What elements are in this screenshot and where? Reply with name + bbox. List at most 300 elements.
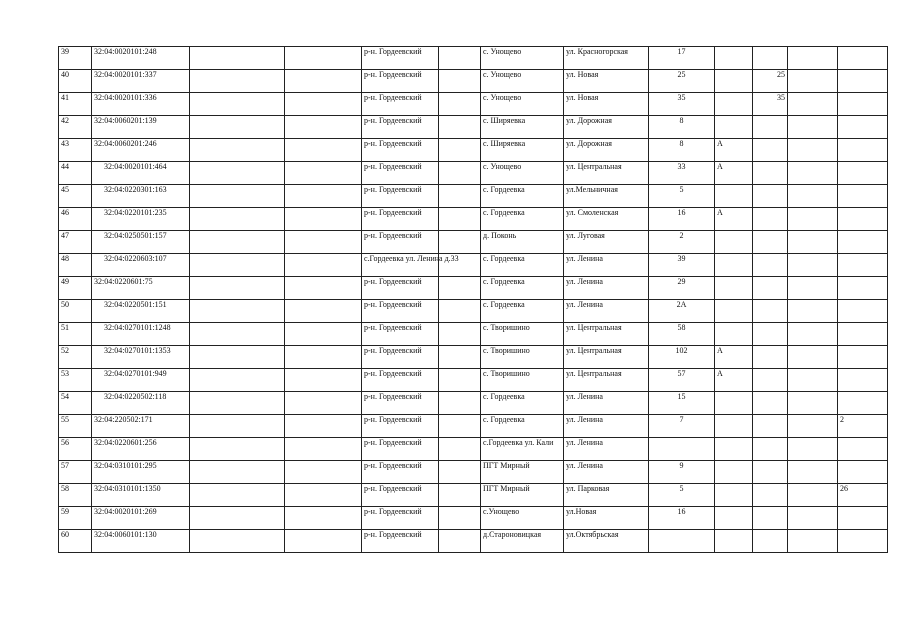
empty-cell xyxy=(285,254,362,277)
empty-cell xyxy=(190,208,285,231)
table-row xyxy=(59,254,888,277)
cadastral-number: 32:04:0220601:75 xyxy=(92,277,190,300)
empty-cell xyxy=(285,415,362,438)
empty-cell xyxy=(190,369,285,392)
empty-cell xyxy=(285,323,362,346)
extra-number-cell xyxy=(753,208,788,231)
row-number: 44 xyxy=(59,162,92,185)
table-row xyxy=(59,369,888,392)
house-letter-cell xyxy=(715,116,753,139)
district-cell: р-н. Гордеевский xyxy=(362,185,439,208)
house-number-cell: 33 xyxy=(649,162,715,185)
row-number: 39 xyxy=(59,47,92,70)
row-number: 45 xyxy=(59,185,92,208)
extra-number-cell xyxy=(753,484,788,507)
house-number-cell xyxy=(649,530,715,553)
settlement-cell: с. Унощево xyxy=(481,47,564,70)
empty-cell xyxy=(788,70,838,93)
row-number: 49 xyxy=(59,277,92,300)
table-row xyxy=(59,162,888,185)
row-number: 53 xyxy=(59,369,92,392)
settlement-cell: с. Унощево xyxy=(481,162,564,185)
house-number-cell: 16 xyxy=(649,507,715,530)
house-number-cell: 35 xyxy=(649,93,715,116)
extra-number-cell xyxy=(753,47,788,70)
empty-cell xyxy=(285,277,362,300)
district-cell: р-н. Гордеевский xyxy=(362,162,439,185)
empty-cell xyxy=(285,162,362,185)
district-cell: р-н. Гордеевский xyxy=(362,277,439,300)
street-cell: ул. Новая xyxy=(564,70,649,93)
street-cell: ул. Ленина xyxy=(564,392,649,415)
empty-cell xyxy=(439,162,481,185)
empty-cell xyxy=(190,415,285,438)
cadastral-number: 32:04:0020101:269 xyxy=(92,507,190,530)
house-letter-cell xyxy=(715,392,753,415)
house-letter-cell: А xyxy=(715,162,753,185)
house-number-cell: 29 xyxy=(649,277,715,300)
register-table xyxy=(58,46,888,553)
extra-number-cell xyxy=(753,162,788,185)
table-row xyxy=(59,139,888,162)
street-cell: ул. Центральная xyxy=(564,346,649,369)
district-cell: р-н. Гордеевский xyxy=(362,461,439,484)
empty-cell xyxy=(788,300,838,323)
settlement-cell: с. Гордеевка xyxy=(481,208,564,231)
district-cell: р-н. Гордеевский xyxy=(362,231,439,254)
table-row xyxy=(59,277,888,300)
cadastral-number: 32:04:220502:171 xyxy=(92,415,190,438)
empty-cell xyxy=(788,162,838,185)
table-row xyxy=(59,530,888,553)
cadastral-number: 32:04:0020101:336 xyxy=(92,93,190,116)
cadastral-number: 32:04:0220603:107 xyxy=(92,254,190,277)
house-letter-cell xyxy=(715,47,753,70)
house-letter-cell xyxy=(715,323,753,346)
settlement-cell: с.Унощево xyxy=(481,507,564,530)
settlement-cell: с. Унощево xyxy=(481,93,564,116)
empty-cell xyxy=(788,438,838,461)
row-number: 41 xyxy=(59,93,92,116)
cadastral-number: 32:04:0310101:1350 xyxy=(92,484,190,507)
house-number-cell xyxy=(649,438,715,461)
house-letter-cell: А xyxy=(715,139,753,162)
row-number: 46 xyxy=(59,208,92,231)
extra-number-cell xyxy=(838,461,888,484)
street-cell: ул. Ленина xyxy=(564,277,649,300)
house-number-cell: 25 xyxy=(649,70,715,93)
street-cell: ул. Новая xyxy=(564,93,649,116)
extra-number-cell xyxy=(838,70,888,93)
street-cell: ул. Парковая xyxy=(564,484,649,507)
house-number-cell: 8 xyxy=(649,116,715,139)
house-letter-cell xyxy=(715,93,753,116)
empty-cell xyxy=(788,415,838,438)
extra-number-cell xyxy=(838,300,888,323)
street-cell: ул. Дорожная xyxy=(564,139,649,162)
empty-cell xyxy=(788,47,838,70)
empty-cell xyxy=(190,461,285,484)
empty-cell xyxy=(285,300,362,323)
empty-cell xyxy=(788,461,838,484)
empty-cell xyxy=(190,300,285,323)
extra-number-cell xyxy=(753,461,788,484)
extra-number-cell xyxy=(838,369,888,392)
extra-number-cell xyxy=(838,323,888,346)
table-body xyxy=(59,47,888,553)
house-letter-cell: А xyxy=(715,369,753,392)
table-row xyxy=(59,438,888,461)
street-cell: ул. Ленина xyxy=(564,415,649,438)
street-cell: ул.Новая xyxy=(564,507,649,530)
empty-cell xyxy=(439,438,481,461)
empty-cell xyxy=(285,392,362,415)
settlement-cell: с.Гордеевка ул. Кали xyxy=(481,438,564,461)
extra-number-cell xyxy=(753,231,788,254)
house-letter-cell: А xyxy=(715,208,753,231)
empty-cell xyxy=(788,369,838,392)
extra-number-cell xyxy=(753,254,788,277)
empty-cell xyxy=(190,70,285,93)
extra-number-cell xyxy=(753,323,788,346)
row-number: 60 xyxy=(59,530,92,553)
house-letter-cell xyxy=(715,415,753,438)
district-cell: р-н. Гордеевский xyxy=(362,484,439,507)
table-row xyxy=(59,116,888,139)
settlement-cell: с. Творишино xyxy=(481,369,564,392)
street-cell: ул. Центральная xyxy=(564,323,649,346)
district-cell: р-н. Гордеевский xyxy=(362,300,439,323)
extra-number-cell xyxy=(753,116,788,139)
empty-cell xyxy=(190,438,285,461)
empty-cell xyxy=(439,484,481,507)
cadastral-number: 32:04:0060201:139 xyxy=(92,116,190,139)
empty-cell xyxy=(788,323,838,346)
empty-cell xyxy=(439,116,481,139)
empty-cell xyxy=(285,93,362,116)
settlement-cell: с. Творишино xyxy=(481,346,564,369)
settlement-cell: с. Гордеевка xyxy=(481,254,564,277)
empty-cell xyxy=(439,507,481,530)
empty-cell xyxy=(285,208,362,231)
row-number: 51 xyxy=(59,323,92,346)
cadastral-number: 32:04:0270101:1353 xyxy=(92,346,190,369)
settlement-cell: с. Гордеевка xyxy=(481,277,564,300)
cadastral-number: 32:04:0250501:157 xyxy=(92,231,190,254)
empty-cell xyxy=(285,185,362,208)
cadastral-number: 32:04:0020101:248 xyxy=(92,47,190,70)
table-row xyxy=(59,392,888,415)
cadastral-number: 32:04:0060201:246 xyxy=(92,139,190,162)
empty-cell xyxy=(190,323,285,346)
house-letter-cell xyxy=(715,530,753,553)
empty-cell xyxy=(190,47,285,70)
extra-number-cell xyxy=(838,507,888,530)
row-number: 59 xyxy=(59,507,92,530)
cadastral-number: 32:04:0220501:151 xyxy=(92,300,190,323)
extra-number-cell xyxy=(753,300,788,323)
extra-number-cell xyxy=(838,47,888,70)
extra-number-cell xyxy=(753,530,788,553)
table-row xyxy=(59,323,888,346)
house-number-cell: 8 xyxy=(649,139,715,162)
empty-cell xyxy=(285,116,362,139)
house-number-cell: 17 xyxy=(649,47,715,70)
empty-cell xyxy=(285,484,362,507)
empty-cell xyxy=(285,461,362,484)
street-cell: ул. Смоленская xyxy=(564,208,649,231)
table-row xyxy=(59,47,888,70)
district-cell: р-н. Гордеевский xyxy=(362,47,439,70)
empty-cell xyxy=(190,254,285,277)
extra-number-cell xyxy=(753,369,788,392)
cadastral-number: 32:04:0060101:130 xyxy=(92,530,190,553)
district-cell: р-н. Гордеевский xyxy=(362,116,439,139)
house-number-cell: 15 xyxy=(649,392,715,415)
table-row xyxy=(59,415,888,438)
house-letter-cell xyxy=(715,507,753,530)
empty-cell xyxy=(190,484,285,507)
empty-cell xyxy=(285,438,362,461)
empty-cell xyxy=(788,507,838,530)
extra-number-cell xyxy=(838,116,888,139)
empty-cell xyxy=(439,461,481,484)
empty-cell xyxy=(788,185,838,208)
empty-cell xyxy=(190,392,285,415)
street-cell: ул. Центральная xyxy=(564,369,649,392)
house-number-cell: 102 xyxy=(649,346,715,369)
street-cell: ул. Красногорская xyxy=(564,47,649,70)
district-cell: р-н. Гордеевский xyxy=(362,438,439,461)
street-cell: ул. Ленина xyxy=(564,461,649,484)
extra-number-cell xyxy=(838,208,888,231)
street-cell: ул. Луговая xyxy=(564,231,649,254)
empty-cell xyxy=(439,415,481,438)
house-letter-cell xyxy=(715,185,753,208)
extra-number-cell xyxy=(753,392,788,415)
empty-cell xyxy=(190,93,285,116)
street-cell: ул. Ленина xyxy=(564,254,649,277)
house-number-cell: 16 xyxy=(649,208,715,231)
extra-number-cell: 35 xyxy=(753,93,788,116)
empty-cell xyxy=(285,530,362,553)
empty-cell xyxy=(439,185,481,208)
empty-cell xyxy=(439,300,481,323)
district-cell: р-н. Гордеевский xyxy=(362,392,439,415)
house-letter-cell xyxy=(715,231,753,254)
table-row xyxy=(59,507,888,530)
empty-cell xyxy=(788,530,838,553)
house-number-cell: 39 xyxy=(649,254,715,277)
table-row xyxy=(59,300,888,323)
settlement-cell: с. Ширяевка xyxy=(481,116,564,139)
house-number-cell: 2А xyxy=(649,300,715,323)
row-number: 55 xyxy=(59,415,92,438)
settlement-cell: ПГТ Мирный xyxy=(481,484,564,507)
cadastral-number: 32:04:0270101:949 xyxy=(92,369,190,392)
street-cell: ул. Ленина xyxy=(564,438,649,461)
district-cell: р-н. Гордеевский xyxy=(362,208,439,231)
empty-cell xyxy=(285,47,362,70)
settlement-cell: д. Поконь xyxy=(481,231,564,254)
empty-cell xyxy=(788,208,838,231)
empty-cell xyxy=(439,231,481,254)
table-row xyxy=(59,231,888,254)
street-cell: ул.Мельничная xyxy=(564,185,649,208)
district-cell: р-н. Гордеевский xyxy=(362,139,439,162)
empty-cell xyxy=(439,47,481,70)
house-letter-cell xyxy=(715,461,753,484)
house-letter-cell xyxy=(715,70,753,93)
empty-cell xyxy=(190,139,285,162)
extra-number-cell xyxy=(753,277,788,300)
settlement-cell: ПГТ Мирный xyxy=(481,461,564,484)
empty-cell xyxy=(190,185,285,208)
house-letter-cell xyxy=(715,277,753,300)
empty-cell xyxy=(190,277,285,300)
row-number: 54 xyxy=(59,392,92,415)
district-cell: р-н. Гордеевский xyxy=(362,323,439,346)
extra-number-cell xyxy=(838,254,888,277)
empty-cell xyxy=(190,162,285,185)
empty-cell xyxy=(190,507,285,530)
empty-cell xyxy=(439,93,481,116)
table-row xyxy=(59,185,888,208)
table-row xyxy=(59,93,888,116)
extra-number-cell xyxy=(838,530,888,553)
extra-number-cell xyxy=(753,415,788,438)
house-number-cell: 5 xyxy=(649,185,715,208)
street-cell: ул. Центральная xyxy=(564,162,649,185)
cadastral-number: 32:04:0020101:337 xyxy=(92,70,190,93)
cadastral-number: 32:04:0310101:295 xyxy=(92,461,190,484)
cadastral-number: 32:04:0270101:1248 xyxy=(92,323,190,346)
settlement-cell: с. Гордеевка xyxy=(481,185,564,208)
table-row xyxy=(59,70,888,93)
row-number: 42 xyxy=(59,116,92,139)
row-number: 40 xyxy=(59,70,92,93)
house-number-cell: 5 xyxy=(649,484,715,507)
extra-number-cell xyxy=(753,185,788,208)
street-cell: ул.Октябрьская xyxy=(564,530,649,553)
empty-cell xyxy=(285,231,362,254)
settlement-cell: с. Унощево xyxy=(481,70,564,93)
table-row xyxy=(59,484,888,507)
empty-cell xyxy=(439,323,481,346)
extra-number-cell xyxy=(838,162,888,185)
row-number: 47 xyxy=(59,231,92,254)
empty-cell xyxy=(788,231,838,254)
house-letter-cell xyxy=(715,484,753,507)
street-cell: ул. Дорожная xyxy=(564,116,649,139)
street-cell: ул. Ленина xyxy=(564,300,649,323)
district-cell: р-н. Гордеевский xyxy=(362,346,439,369)
row-number: 48 xyxy=(59,254,92,277)
empty-cell xyxy=(190,346,285,369)
extra-number-cell xyxy=(838,438,888,461)
empty-cell xyxy=(439,208,481,231)
empty-cell xyxy=(285,507,362,530)
extra-number-cell xyxy=(838,392,888,415)
house-number-cell: 9 xyxy=(649,461,715,484)
house-number-cell: 58 xyxy=(649,323,715,346)
district-cell: р-н. Гордеевский xyxy=(362,415,439,438)
extra-number-cell xyxy=(838,277,888,300)
empty-cell xyxy=(439,530,481,553)
extra-number-cell: 25 xyxy=(753,70,788,93)
house-letter-cell xyxy=(715,300,753,323)
empty-cell xyxy=(788,484,838,507)
settlement-cell: с. Гордеевка xyxy=(481,415,564,438)
extra-number-cell xyxy=(753,139,788,162)
district-cell: р-н. Гордеевский xyxy=(362,93,439,116)
empty-cell xyxy=(439,139,481,162)
settlement-cell: с. Ширяевка xyxy=(481,139,564,162)
row-number: 43 xyxy=(59,139,92,162)
extra-number-cell: 2 xyxy=(838,415,888,438)
house-letter-cell: А xyxy=(715,346,753,369)
empty-cell xyxy=(190,530,285,553)
empty-cell xyxy=(285,369,362,392)
cadastral-number: 32:04:0220601:256 xyxy=(92,438,190,461)
empty-cell xyxy=(788,93,838,116)
empty-cell xyxy=(190,116,285,139)
district-cell: р-н. Гордеевский xyxy=(362,70,439,93)
house-letter-cell xyxy=(715,254,753,277)
row-number: 50 xyxy=(59,300,92,323)
cadastral-number: 32:04:0220101:235 xyxy=(92,208,190,231)
empty-cell xyxy=(788,254,838,277)
cadastral-number: 32:04:0020101:464 xyxy=(92,162,190,185)
district-cell: с.Гордеевка ул. Ленина д.33 xyxy=(362,254,439,277)
house-number-cell: 57 xyxy=(649,369,715,392)
house-number-cell: 2 xyxy=(649,231,715,254)
settlement-cell: д.Староновицкая xyxy=(481,530,564,553)
district-cell: р-н. Гордеевский xyxy=(362,530,439,553)
extra-number-cell xyxy=(753,438,788,461)
settlement-cell: с. Гордеевка xyxy=(481,300,564,323)
district-cell: р-н. Гордеевский xyxy=(362,369,439,392)
empty-cell xyxy=(285,346,362,369)
row-number: 52 xyxy=(59,346,92,369)
extra-number-cell xyxy=(838,93,888,116)
empty-cell xyxy=(439,369,481,392)
house-number-cell: 7 xyxy=(649,415,715,438)
empty-cell xyxy=(788,139,838,162)
row-number: 58 xyxy=(59,484,92,507)
extra-number-cell xyxy=(753,346,788,369)
extra-number-cell xyxy=(838,231,888,254)
empty-cell xyxy=(788,277,838,300)
empty-cell xyxy=(439,392,481,415)
empty-cell xyxy=(439,277,481,300)
empty-cell xyxy=(190,231,285,254)
extra-number-cell: 26 xyxy=(838,484,888,507)
empty-cell xyxy=(788,392,838,415)
extra-number-cell xyxy=(838,139,888,162)
extra-number-cell xyxy=(838,185,888,208)
extra-number-cell xyxy=(753,507,788,530)
cadastral-number: 32:04:0220502:118 xyxy=(92,392,190,415)
table-row xyxy=(59,461,888,484)
row-number: 57 xyxy=(59,461,92,484)
settlement-cell: с. Гордеевка xyxy=(481,392,564,415)
row-number: 56 xyxy=(59,438,92,461)
house-letter-cell xyxy=(715,438,753,461)
empty-cell xyxy=(788,116,838,139)
empty-cell xyxy=(439,70,481,93)
extra-number-cell xyxy=(838,346,888,369)
